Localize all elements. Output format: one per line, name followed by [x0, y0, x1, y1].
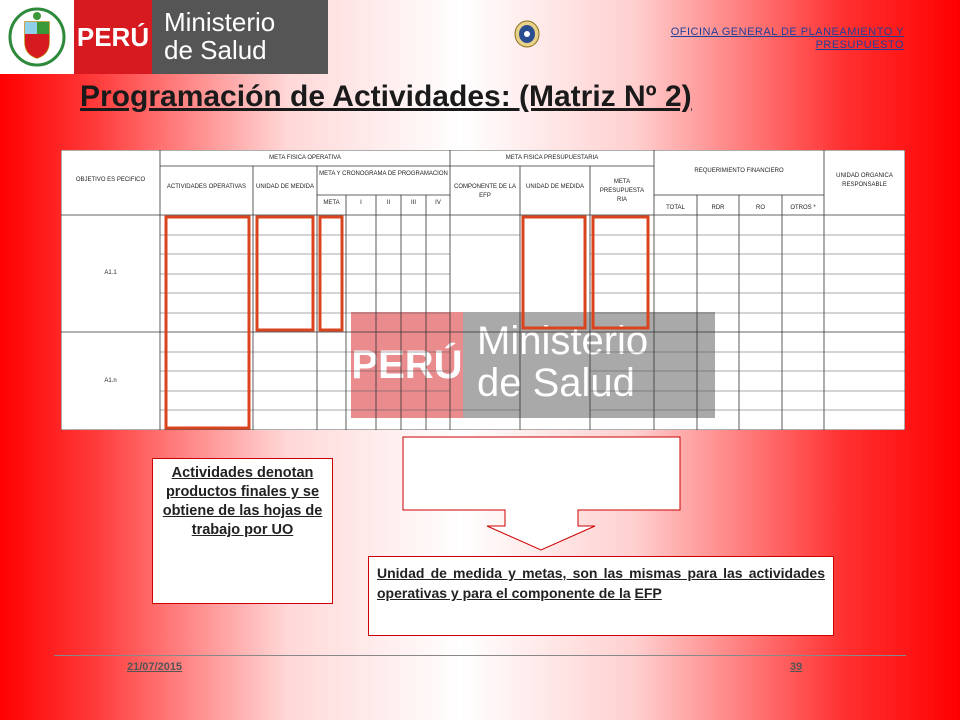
- col-otros: OTROS *: [790, 205, 816, 211]
- footer-divider: [54, 655, 906, 656]
- note-efp-emphasis: EFP: [634, 585, 662, 601]
- highlight-meta-presupuestaria: [593, 217, 648, 328]
- footer-date: 21/07/2015: [127, 661, 183, 673]
- watermark-line1: Ministerio: [477, 319, 649, 363]
- col-meta-cronograma: META Y CRONOGRAMA DE PROGRAMACION: [319, 171, 448, 177]
- col-componente-efp: COMPONENTE DE LA EFP: [453, 184, 516, 199]
- highlight-unidad-medida-2: [523, 217, 585, 328]
- ministerio-line2: de Salud: [164, 35, 267, 65]
- page-number: 39: [790, 661, 803, 673]
- col-unidad-organica: UNIDAD ORGANICA RESPONSABLE: [836, 173, 893, 188]
- col-meta-fisica-operativa: META FISICA OPERATIVA: [269, 155, 341, 161]
- col-unidad-medida: UNIDAD DE MEDIDA: [255, 184, 314, 190]
- col-ro: RO: [756, 205, 765, 211]
- oficina-heading: [604, 26, 904, 52]
- col-trimestre-2: II: [386, 200, 391, 206]
- oficina-line2: PRESUPUESTO: [815, 39, 904, 51]
- note-unidad-medida-text: Unidad de medida y metas, son las mismas para las actividades operativas y para el componente de la: [377, 565, 825, 601]
- arrow-callout-icon: [402, 436, 684, 552]
- ministerio-logo: [0, 0, 328, 74]
- ministerio-line1: Ministerio: [164, 7, 276, 37]
- col-meta-fisica-presupuestaria: META FISICA PRESUPUESTARIA: [505, 155, 599, 161]
- ogpp-seal-icon: [514, 20, 540, 53]
- watermark-line2: de Salud: [477, 361, 635, 405]
- col-meta: META: [323, 200, 340, 206]
- note-unidad-medida: [368, 556, 834, 636]
- col-trimestre-4: IV: [435, 200, 441, 206]
- oficina-line1: OFICINA GENERAL DE PLANEAMIENTO Y: [670, 26, 904, 38]
- col-rdr: RDR: [711, 205, 725, 211]
- col-trimestre-1: I: [360, 200, 362, 206]
- col-unidad-medida-2: UNIDAD DE MEDIDA: [525, 184, 584, 190]
- highlight-actividades: [166, 217, 249, 428]
- col-requerimiento-financiero: REQUERIMIENTO FINANCIERO: [694, 168, 784, 174]
- matrix-table: [61, 150, 905, 430]
- col-trimestre-3: III: [410, 200, 416, 206]
- col-meta-presupuestaria: META PRESUPUESTA RIA: [599, 179, 645, 203]
- col-actividades: ACTIVIDADES OPERATIVAS: [166, 184, 247, 190]
- row-label-a1n: A1.n: [104, 378, 117, 384]
- coat-of-arms-icon: [0, 0, 74, 74]
- ministerio-wordmark: [152, 0, 328, 74]
- col-objetivo: OBJETIVO ES PECIFICO: [75, 177, 146, 183]
- watermark-peru: PERÚ: [351, 312, 463, 418]
- page-title: Programación de Actividades: (Matriz Nº 2): [80, 80, 692, 113]
- row-label-a11: A1.1: [104, 270, 117, 276]
- note-actividades: Actividades denotan productos finales y se obtiene de las hojas de trabajo por UO: [152, 458, 333, 604]
- peru-wordmark: PERÚ: [74, 0, 152, 74]
- col-total: TOTAL: [666, 205, 685, 211]
